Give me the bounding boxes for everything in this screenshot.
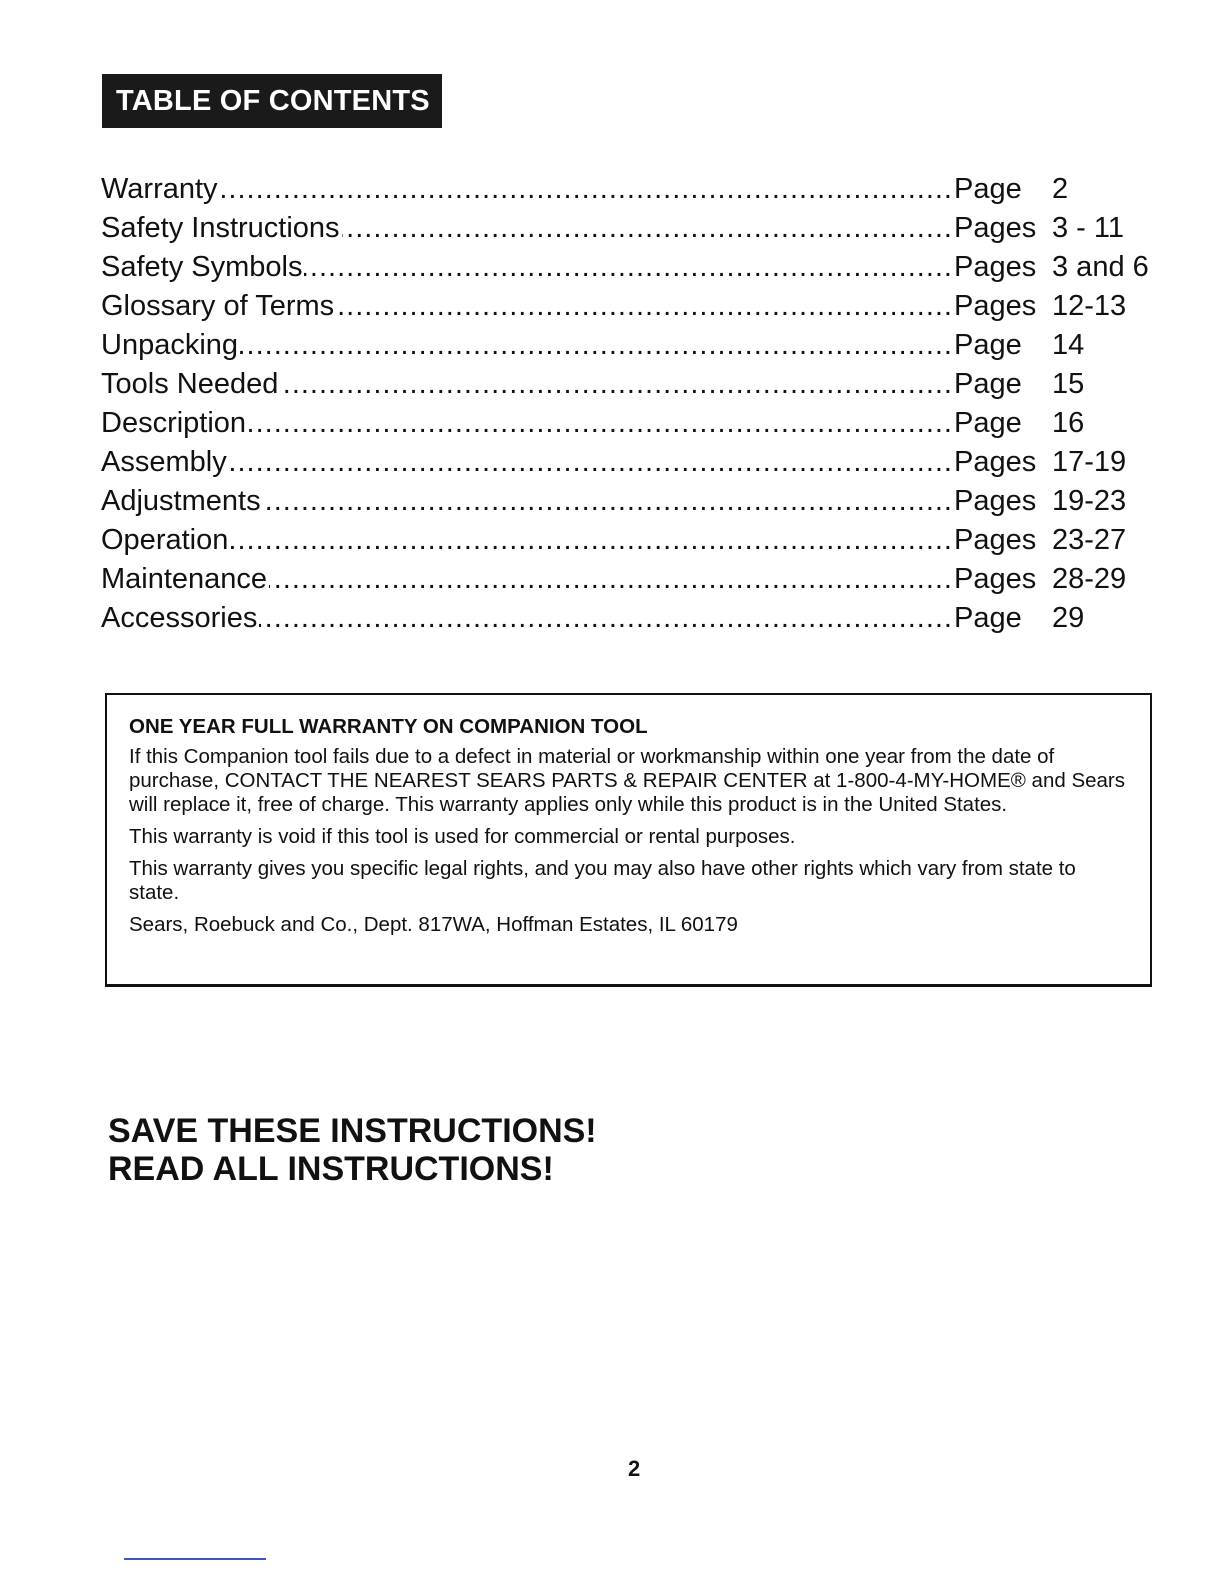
toc-title: Warranty ..... xyxy=(101,170,953,209)
toc-page-number: 17-19 xyxy=(1052,446,1127,478)
toc-row xyxy=(101,521,1181,560)
toc-title: Accessories ..... xyxy=(101,599,953,638)
toc-page-number: 16 xyxy=(1052,407,1085,439)
warranty-address: Sears, Roebuck and Co., Dept. 817WA, Hoffman Estates, IL 60179 xyxy=(129,913,738,936)
toc-page-number: 12-13 xyxy=(1052,290,1127,322)
toc-title: Operation ..... xyxy=(101,521,953,560)
toc-title: Adjustments ..... xyxy=(101,482,953,521)
toc-row xyxy=(101,443,1181,482)
toc-page-number: 2 xyxy=(1052,173,1069,205)
toc-title: Assembly ..... xyxy=(101,443,953,482)
read-instructions-line: READ ALL INSTRUCTIONS! xyxy=(108,1150,554,1188)
toc-page-number: 15 xyxy=(1052,368,1085,400)
save-instructions-line: SAVE THESE INSTRUCTIONS! xyxy=(108,1112,597,1150)
toc-row xyxy=(101,248,1181,287)
warranty-box xyxy=(105,693,1152,987)
warranty-paragraph: If this Companion tool fails due to a defect in material or workmanship within one year from the date of purchase, CONTACT THE NEAREST SEARS PARTS & REPAIR CENTER at 1-800-4-MY-HOME® and Sears will replace it, free of charge. This warranty applies only while this product is in the United States. xyxy=(129,745,1125,816)
table-of-contents-heading: TABLE OF CONTENTS xyxy=(102,74,442,128)
toc-row xyxy=(101,599,1181,638)
toc-title: Description ..... xyxy=(101,404,953,443)
toc-list xyxy=(101,170,1181,638)
warranty-title: ONE YEAR FULL WARRANTY ON COMPANION TOOL xyxy=(129,715,648,738)
warranty-paragraph: This warranty is void if this tool is used for commercial or rental purposes. xyxy=(129,825,796,848)
toc-page-number: 29 xyxy=(1052,602,1085,634)
toc-page-number: 14 xyxy=(1052,329,1085,361)
toc-page-word: Page xyxy=(954,368,1022,400)
bottom-rule xyxy=(124,1558,266,1560)
page-number: 2 xyxy=(628,1456,641,1481)
toc-title: Safety Symbols ..... xyxy=(101,248,953,287)
toc-title: Tools Needed ..... xyxy=(101,365,953,404)
save-instructions-block xyxy=(108,1112,597,1188)
warranty-paragraph: This warranty gives you specific legal rights, and you may also have other rights which vary from state to state. xyxy=(129,857,1076,904)
toc-page-number: 23-27 xyxy=(1052,524,1127,556)
toc-row xyxy=(101,170,1181,209)
toc-title: Unpacking ..... xyxy=(101,326,953,365)
toc-page-word: Pages xyxy=(954,563,1037,595)
toc-page-number: 3 - 11 xyxy=(1052,212,1125,244)
toc-title: Glossary of Terms ..... xyxy=(101,287,953,326)
toc-page-number: 19-23 xyxy=(1052,485,1127,517)
toc-row xyxy=(101,287,1181,326)
toc-page-word: Page xyxy=(954,407,1022,439)
toc-page-word: Pages xyxy=(954,485,1037,517)
toc-page-word: Pages xyxy=(954,290,1037,322)
toc-page-number: 28-29 xyxy=(1052,563,1127,595)
toc-row xyxy=(101,482,1181,521)
toc-title: Maintenance ..... xyxy=(101,560,953,599)
toc-page-word: Pages xyxy=(954,251,1037,283)
toc-row xyxy=(101,365,1181,404)
toc-page-word: Page xyxy=(954,173,1022,205)
toc-row xyxy=(101,209,1181,248)
toc-page-word: Page xyxy=(954,602,1022,634)
toc-page-word: Pages xyxy=(954,212,1037,244)
toc-page-number: 3 and 6 xyxy=(1052,251,1149,283)
toc-page-word: Page xyxy=(954,329,1022,361)
toc-row xyxy=(101,326,1181,365)
toc-row xyxy=(101,404,1181,443)
toc-page-word: Pages xyxy=(954,524,1037,556)
toc-page-word: Pages xyxy=(954,446,1037,478)
toc-row xyxy=(101,560,1181,599)
toc-title: Safety Instructions ..... xyxy=(101,209,953,248)
